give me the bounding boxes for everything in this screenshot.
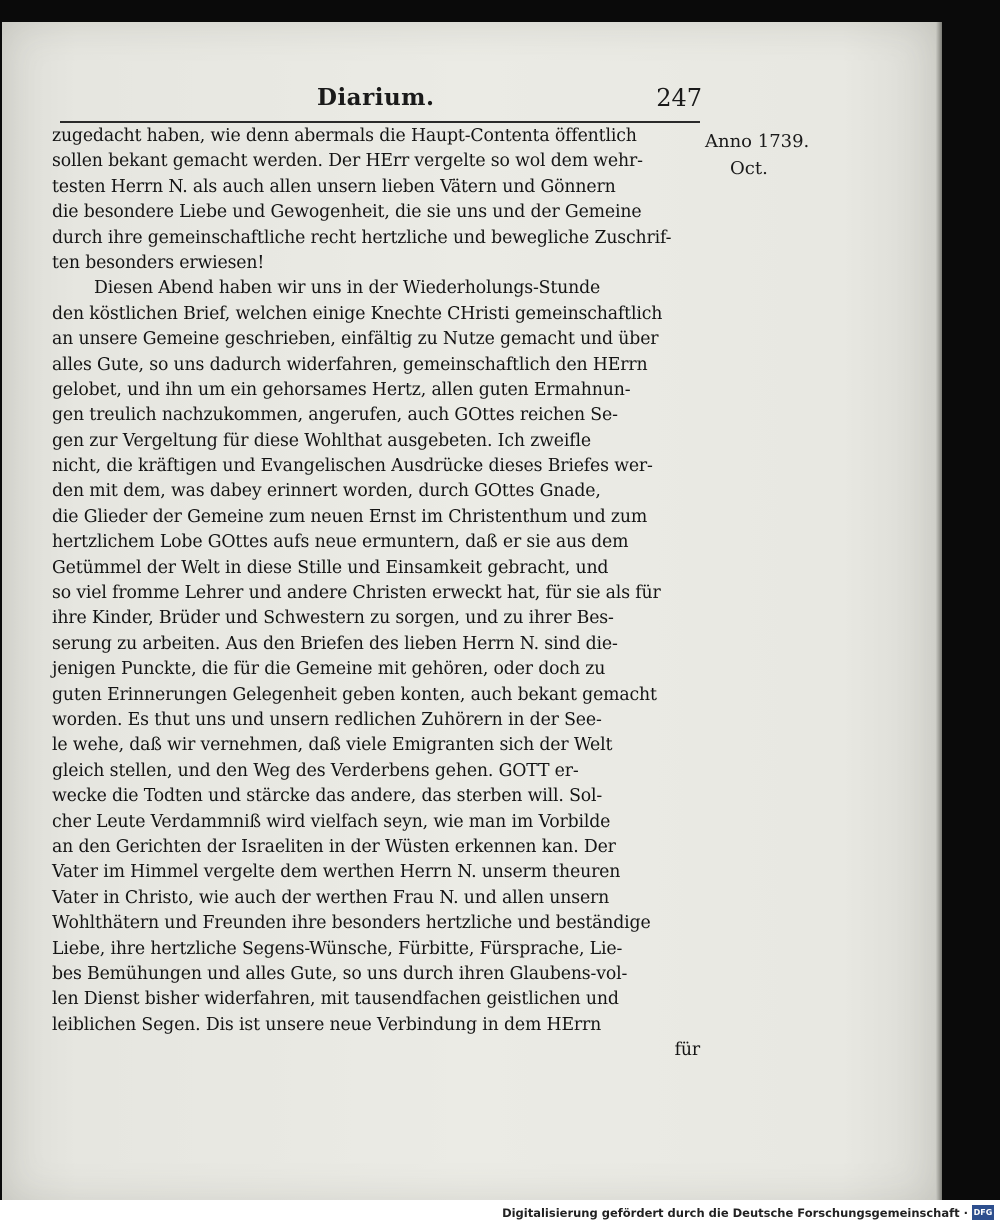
text-line: bes Bemühungen und alles Gute, so uns durch ihren Glaubens-vol- <box>52 963 628 984</box>
text-line: len Dienst bisher widerfahren, mit tausendfachen geistlichen und <box>52 989 619 1010</box>
text-line: cher Leute Verdammniß wird vielfach seyn, wie man im Vorbilde <box>52 811 611 832</box>
text-line: serung zu arbeiten. Aus den Briefen des lieben Herrn N. sind die- <box>52 633 618 654</box>
page-number: 247 <box>656 84 702 112</box>
text-line: ihre Kinder, Brüder und Schwestern zu sorgen, und zu ihrer Bes- <box>52 608 614 629</box>
running-head <box>52 82 702 122</box>
text-line: so viel fromme Lehrer und andere Christen erweckt hat, für sie als für <box>52 583 661 604</box>
text-line: die Glieder der Gemeine zum neuen Ernst im Christenthum und zum <box>52 506 648 527</box>
running-title: Diarium. <box>317 84 435 111</box>
text-line: hertzlichem Lobe GOttes aufs neue ermuntern, daß er sie aus dem <box>52 532 629 553</box>
funding-credit: Digitalisierung gefördert durch die Deutsche Forschungsgemeinschaft · <box>502 1206 968 1220</box>
text-line: Getümmel der Welt in diese Stille und Einsamkeit gebracht, und <box>52 557 609 578</box>
paragraph-start-line: Diesen Abend haben wir uns in der Wiederholungs-Stunde <box>94 278 601 299</box>
margin-note-month: Oct. <box>730 158 768 179</box>
text-line: ten besonders erwiesen! <box>52 252 265 273</box>
text-line: Vater im Himmel vergelte dem werthen Herrn N. unserm theuren <box>52 862 621 883</box>
text-line: sollen bekant gemacht werden. Der HErr vergelte so wol dem wehr- <box>52 151 643 172</box>
catchword: für <box>674 1040 700 1061</box>
text-line: den köstlichen Brief, welchen einige Knechte CHristi gemeinschaftlich <box>52 303 663 324</box>
text-line: Liebe, ihre hertzliche Segens-Wünsche, Fürbitte, Fürsprache, Lie- <box>52 938 623 959</box>
text-line: alles Gute, so uns dadurch widerfahren, gemeinschaftlich den HErrn <box>52 354 648 375</box>
text-line: testen Herrn N. als auch allen unsern lieben Vätern und Gönnern <box>52 176 616 197</box>
header-rule <box>60 121 700 123</box>
text-line: Vater in Christo, wie auch der werthen Frau N. und allen unsern <box>52 887 610 908</box>
text-line: an den Gerichten der Israeliten in der Wüsten erkennen kan. Der <box>52 836 616 857</box>
text-line: gen treulich nachzukommen, angerufen, auch GOttes reichen Se- <box>52 405 618 426</box>
text-line: le wehe, daß wir vernehmen, daß viele Emigranten sich der Welt <box>52 735 613 756</box>
footer-bar <box>0 1200 1000 1226</box>
text-line: an unsere Gemeine geschrieben, einfältig zu Nutze gemacht und über <box>52 329 659 350</box>
text-line: zugedacht haben, wie denn abermals die Haupt-Contenta öffentlich <box>52 126 637 146</box>
text-line: gelobet, und ihn um ein gehorsames Hertz, allen guten Ermahnun- <box>52 379 631 400</box>
text-line: gen zur Vergeltung für diese Wohlthat ausgebeten. Ich zweifle <box>52 430 591 451</box>
text-line: wecke die Todten und stärcke das andere, das sterben will. Sol- <box>52 786 603 807</box>
page-edge <box>936 22 942 1202</box>
text-line: nicht, die kräftigen und Evangelischen Ausdrücke dieses Briefes wer- <box>52 456 653 477</box>
text-line: die besondere Liebe und Gewogenheit, die sie uns und der Gemeine <box>52 202 642 223</box>
text-line: Wohlthätern und Freunden ihre besonders hertzliche und beständige <box>52 913 651 934</box>
dfg-logo-icon: DFG <box>972 1205 994 1220</box>
body-text <box>52 124 712 1063</box>
text-line: gleich stellen, und den Weg des Verderbens gehen. GOTT er- <box>52 760 579 781</box>
text-line: leiblichen Segen. Dis ist unsere neue Verbindung in dem HErrn <box>52 1014 602 1035</box>
text-line: durch ihre gemeinschaftliche recht hertzliche und bewegliche Zuschrif- <box>52 227 672 248</box>
text-line: jenigen Punckte, die für die Gemeine mit gehören, oder doch zu <box>52 659 606 680</box>
text-line: guten Erinnerungen Gelegenheit geben konten, auch bekant gemacht <box>52 684 657 705</box>
margin-note-year: Anno 1739. <box>705 131 810 152</box>
text-line: worden. Es thut uns und unsern redlichen Zuhörern in der See- <box>52 709 602 730</box>
text-line: den mit dem, was dabey erinnert worden, durch GOttes Gnade, <box>52 481 601 502</box>
